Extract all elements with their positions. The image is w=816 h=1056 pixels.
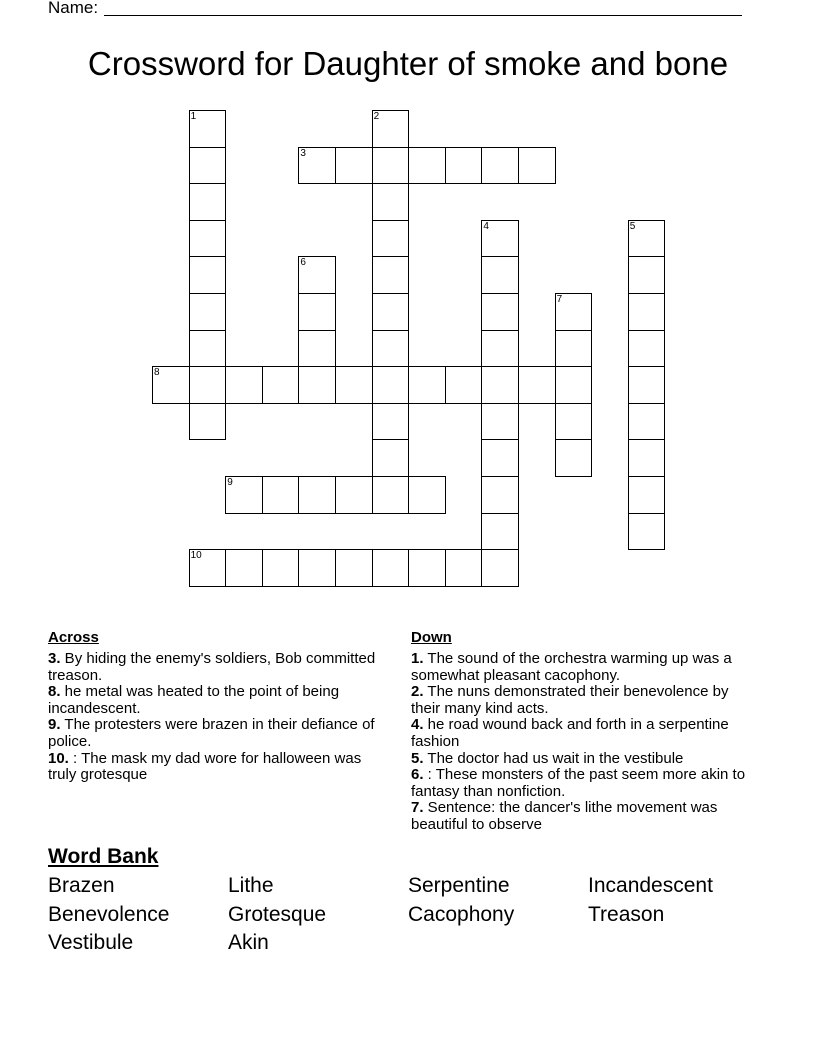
cell-number: 7 [556,294,563,305]
grid-cell[interactable] [555,403,593,441]
grid-cell[interactable] [372,183,410,221]
grid-cell[interactable] [518,366,556,404]
cell-number: 5 [629,220,636,232]
grid-cell[interactable] [481,439,519,477]
grid-cell[interactable] [408,366,446,404]
grid-cell[interactable] [189,330,227,368]
grid-cell[interactable] [225,366,263,404]
grid-cell[interactable] [445,549,483,587]
clue-text: he road wound back and forth in a serpentine fashion [411,716,729,750]
grid-cell[interactable] [555,330,593,368]
grid-cell[interactable] [189,549,227,587]
grid-cell[interactable] [481,293,519,331]
word-bank-word: Treason [588,903,665,926]
grid-cell[interactable] [298,147,336,185]
grid-cell[interactable] [372,330,410,368]
clue-across-9 [48,717,393,750]
page-title: Crossword for Daughter of smoke and bone [87,45,729,82]
word-bank-title: Word Bank [48,845,159,868]
grid-cell[interactable] [189,256,227,294]
grid-cell[interactable] [481,147,519,185]
cell-number: 2 [373,111,380,122]
cell-number: 8 [154,367,160,379]
grid-cell[interactable] [298,256,336,294]
grid-cell[interactable] [372,549,410,587]
grid-cell[interactable] [481,549,519,587]
grid-cell[interactable] [189,147,227,185]
word-bank-word: Incandescent [588,874,713,897]
grid-cell[interactable] [555,293,593,331]
grid-cell[interactable] [372,366,410,404]
clue-text: he metal was heated to the point of being incandescent. [48,683,340,717]
name-label: Name: [48,0,99,17]
clue-number: 1. [411,650,424,667]
clue-text: : These monsters of the past seem more akin to fantasy than nonfiction. [411,766,746,800]
grid-cell[interactable] [298,330,336,368]
clue-number: 4. [411,716,424,734]
grid-cell[interactable] [628,476,666,514]
grid-cell[interactable] [189,403,227,441]
grid-cell[interactable] [298,293,336,331]
grid-cell[interactable] [335,549,373,587]
clue-number: 8. [48,683,61,701]
grid-cell[interactable] [481,220,519,258]
grid-cell[interactable] [262,549,300,587]
cell-number: 6 [300,257,306,269]
grid-cell[interactable] [262,366,300,404]
clue-down-6 [411,767,756,800]
grid-cell[interactable] [372,439,410,477]
grid-cell[interactable] [408,549,446,587]
grid-cell[interactable] [189,183,227,221]
grid-cell[interactable] [408,476,446,514]
clue-across-3 [48,651,393,684]
grid-cell[interactable] [445,147,483,185]
clue-number: 7. [411,799,424,817]
clue-text: The sound of the orchestra warming up was a somewhat pleasant cacophony. [411,650,732,684]
grid-cell[interactable] [481,256,519,294]
cell-number: 1 [190,111,197,122]
grid-cell[interactable] [152,366,190,404]
grid-cell[interactable] [372,476,410,514]
clue-number: 3. [48,650,61,667]
grid-cell[interactable] [372,110,410,148]
clue-down-4 [411,717,756,750]
clue-text: The doctor had us wait in the vestibule [423,749,684,767]
grid-cell[interactable] [225,476,263,514]
grid-cell[interactable] [262,476,300,514]
cell-number: 4 [483,220,489,232]
grid-cell[interactable] [628,403,666,441]
grid-cell[interactable] [481,330,519,368]
clue-down-7 [411,800,756,833]
clue-across-10 [48,751,393,784]
grid-cell[interactable] [628,220,666,258]
grid-cell[interactable] [225,549,263,587]
grid-cell[interactable] [372,293,410,331]
grid-cell[interactable] [189,110,227,148]
clue-across-8 [48,684,393,717]
word-bank-word: Benevolence [48,903,170,926]
grid-cell[interactable] [189,293,227,331]
grid-cell[interactable] [189,220,227,258]
clue-number: 6. [411,766,424,784]
grid-cell[interactable] [628,293,666,331]
clue-text: : The mask my dad wore for halloween was truly grotesque [48,749,362,784]
clue-text: Sentence: the dancer's lithe movement was beautiful to observe [411,799,718,833]
grid-cell[interactable] [628,256,666,294]
grid-cell[interactable] [481,403,519,441]
grid-cell[interactable] [628,330,666,368]
cell-number: 9 [227,477,233,488]
grid-cell[interactable] [372,403,410,441]
across-clues [48,629,393,784]
grid-cell[interactable] [555,439,593,477]
clue-text: The nuns demonstrated their benevolence by their many kind acts. [411,683,729,717]
clue-number: 10. [48,749,69,767]
grid-cell[interactable] [628,513,666,551]
clue-number: 2. [411,683,424,701]
clue-number: 5. [411,749,424,767]
grid-cell[interactable] [555,366,593,404]
grid-cell[interactable] [335,147,373,185]
grid-cell[interactable] [298,476,336,514]
grid-cell[interactable] [298,366,336,404]
clue-number: 9. [48,716,61,734]
grid-cell[interactable] [445,366,483,404]
across-heading: Across [48,629,99,646]
clue-down-2 [411,684,756,717]
down-heading: Down [411,629,452,646]
clue-down-1 [411,651,756,684]
grid-cell[interactable] [298,549,336,587]
word-bank-word: Grotesque [228,903,327,926]
word-bank-word: Vestibule [48,931,134,954]
grid-cell[interactable] [189,366,227,404]
grid-cell[interactable] [481,476,519,514]
grid-cell[interactable] [408,147,446,185]
clue-text: The protesters were brazen in their defiance of police. [48,716,375,750]
word-bank-word: Akin [228,931,269,954]
clue-down-5 [411,751,756,768]
grid-cell[interactable] [481,513,519,551]
grid-cell[interactable] [481,366,519,404]
grid-cell[interactable] [335,476,373,514]
grid-cell[interactable] [372,220,410,258]
grid-cell[interactable] [628,366,666,404]
grid-cell[interactable] [518,147,556,185]
cell-number: 3 [300,147,306,159]
word-bank-word: Lithe [228,874,274,897]
word-bank-word: Brazen [48,874,115,897]
word-bank-word: Cacophony [408,903,515,926]
grid-cell[interactable] [335,366,373,404]
grid-cell[interactable] [372,256,410,294]
word-bank-word: Serpentine [408,874,510,897]
down-clues [411,629,756,834]
grid-cell[interactable] [628,439,666,477]
cell-number: 10 [190,550,202,562]
clue-text: By hiding the enemy's soldiers, Bob committed treason. [48,650,376,684]
grid-cell[interactable] [372,147,410,185]
